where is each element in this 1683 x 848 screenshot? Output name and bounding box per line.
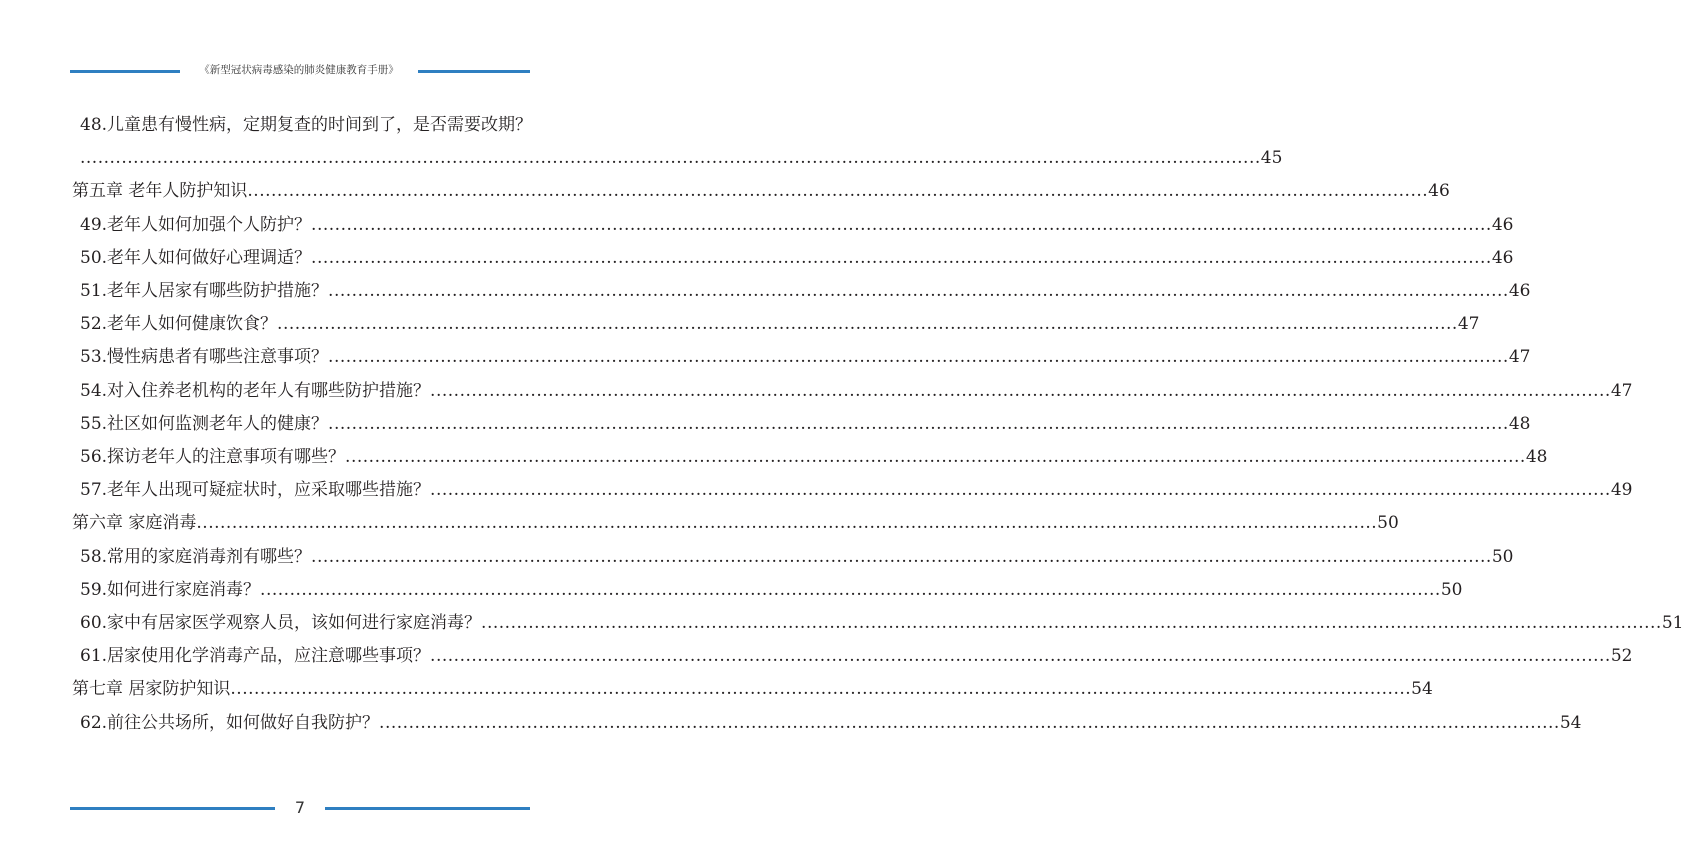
- dot-leader: ........................................................................................................................................................................................................: [328, 347, 1509, 368]
- toc-entry-page: 52: [1610, 646, 1633, 667]
- toc-entry-title: 53.慢性病患者有哪些注意事项？: [80, 347, 329, 368]
- running-header: [0, 60, 600, 84]
- toc-chapter-entry[interactable]: [72, 502, 1399, 534]
- toc-entry-title: 49.老年人如何加强个人防护？: [80, 214, 312, 235]
- toc-entry[interactable]: [80, 270, 1531, 302]
- book-title: 《新型冠状病毒感染的肺炎健康教育手册》: [199, 64, 399, 76]
- footer-rule-right: [325, 807, 530, 810]
- toc-entry-page: 54: [1411, 679, 1433, 700]
- toc-entry[interactable]: [80, 237, 1514, 269]
- dot-leader: ........................................................................................................................................................................................................: [196, 513, 1378, 534]
- toc-entry-page: 49: [1610, 480, 1633, 501]
- toc-entry[interactable]: [80, 536, 1514, 568]
- toc-entry-page: 51: [1661, 613, 1683, 633]
- toc-entry-title: 59.如何进行家庭消毒？: [80, 579, 261, 600]
- dot-leader: ........................................................................................................................................................................................................: [311, 247, 1492, 268]
- toc-entry[interactable]: [80, 403, 1531, 435]
- footer-rule-left: [70, 807, 275, 810]
- toc-entry-title: 51.老年人居家有哪些防护措施？: [80, 281, 329, 301]
- toc-entry-page: 46: [1491, 247, 1514, 268]
- toc-entry-page: 47: [1457, 314, 1480, 335]
- toc-entry-page: 46: [1428, 181, 1450, 202]
- toc-chapter-entry[interactable]: [72, 170, 1450, 202]
- toc-entry-title: 第六章 家庭消毒: [72, 513, 197, 534]
- dot-leader: ........................................................................................................................................................................................................: [80, 148, 1261, 169]
- toc-entry-title: 57.老年人出现可疑症状时，应采取哪些措施？: [80, 480, 431, 501]
- header-rule-right: [418, 70, 530, 73]
- dot-leader: ........................................................................................................................................................................................................: [328, 281, 1509, 301]
- toc-entry[interactable]: [80, 436, 1548, 468]
- dot-leader: ........................................................................................................................................................................................................: [247, 181, 1429, 202]
- dot-leader: ........................................................................................................................................................................................................: [481, 613, 1662, 633]
- dot-leader: ........................................................................................................................................................................................................: [345, 447, 1526, 467]
- dot-leader: ........................................................................................................................................................................................................: [379, 712, 1560, 733]
- toc-entry-page: 46: [1491, 214, 1514, 235]
- toc-entry-page: 47: [1610, 380, 1633, 401]
- page-footer: [0, 798, 600, 822]
- toc-entry-title: 55.社区如何监测老年人的健康？: [80, 413, 329, 434]
- toc-entry-title: 52.老年人如何健康饮食？: [80, 314, 278, 335]
- toc-entry-page: 50: [1440, 579, 1463, 600]
- dot-leader: ........................................................................................................................................................................................................: [230, 679, 1412, 700]
- toc-entry[interactable]: [80, 370, 1633, 402]
- dot-leader: ........................................................................................................................................................................................................: [430, 480, 1611, 501]
- dot-leader: ........................................................................................................................................................................................................: [430, 646, 1611, 667]
- toc-entry-page: 50: [1491, 546, 1514, 567]
- dot-leader: ........................................................................................................................................................................................................: [260, 579, 1441, 600]
- toc-entry-title: 48.儿童患有慢性病，定期复查的时间到了，是否需要改期？: [80, 115, 533, 135]
- header-rule-left: [70, 70, 180, 73]
- toc-entry-page: 50: [1377, 513, 1399, 534]
- dot-leader: ........................................................................................................................................................................................................: [430, 380, 1611, 401]
- toc-entry-page: 46: [1508, 281, 1531, 301]
- toc-entry[interactable]: [80, 204, 1514, 236]
- toc-entry-title: 62.前往公共场所，如何做好自我防护？: [80, 712, 380, 733]
- toc-entry[interactable]: [80, 569, 1463, 601]
- toc-entry-title: 54.对入住养老机构的老年人有哪些防护措施？: [80, 380, 431, 401]
- toc-entry-title: 56.探访老年人的注意事项有哪些？: [80, 447, 346, 467]
- toc-entry-page: 48: [1508, 413, 1531, 434]
- dot-leader: ........................................................................................................................................................................................................: [277, 314, 1458, 335]
- dot-leader: ........................................................................................................................................................................................................: [328, 413, 1509, 434]
- toc-entry-title: 61.居家使用化学消毒产品，应注意哪些事项？: [80, 646, 431, 667]
- toc-entry[interactable]: [80, 104, 533, 136]
- toc-entry-title: 60.家中有居家医学观察人员，该如何进行家庭消毒？: [80, 613, 482, 633]
- toc-entry-page: 54: [1559, 712, 1582, 733]
- toc-entry-page: 47: [1508, 347, 1531, 368]
- toc-entry-title: 58.常用的家庭消毒剂有哪些？: [80, 546, 312, 567]
- dot-leader: ........................................................................................................................................................................................................: [311, 546, 1492, 567]
- toc-entry-title: 第七章 居家防护知识: [72, 679, 231, 700]
- toc-entry[interactable]: [80, 602, 1683, 634]
- toc-entry-page: 45: [1260, 148, 1283, 169]
- page-number: 7: [294, 798, 306, 817]
- toc-entry[interactable]: [80, 336, 1531, 368]
- toc-entry-page: 48: [1525, 447, 1548, 467]
- toc-entry[interactable]: [80, 635, 1633, 667]
- toc-chapter-entry[interactable]: [72, 668, 1433, 700]
- dot-leader: ........................................................................................................................................................................................................: [311, 214, 1492, 235]
- toc-entry[interactable]: [80, 137, 1283, 169]
- toc-entry[interactable]: [80, 702, 1582, 734]
- toc-entry-title: 第五章 老年人防护知识: [72, 181, 248, 202]
- toc-entry[interactable]: [80, 303, 1480, 335]
- toc-entry-title: 50.老年人如何做好心理调适？: [80, 247, 312, 268]
- toc-entry[interactable]: [80, 469, 1633, 501]
